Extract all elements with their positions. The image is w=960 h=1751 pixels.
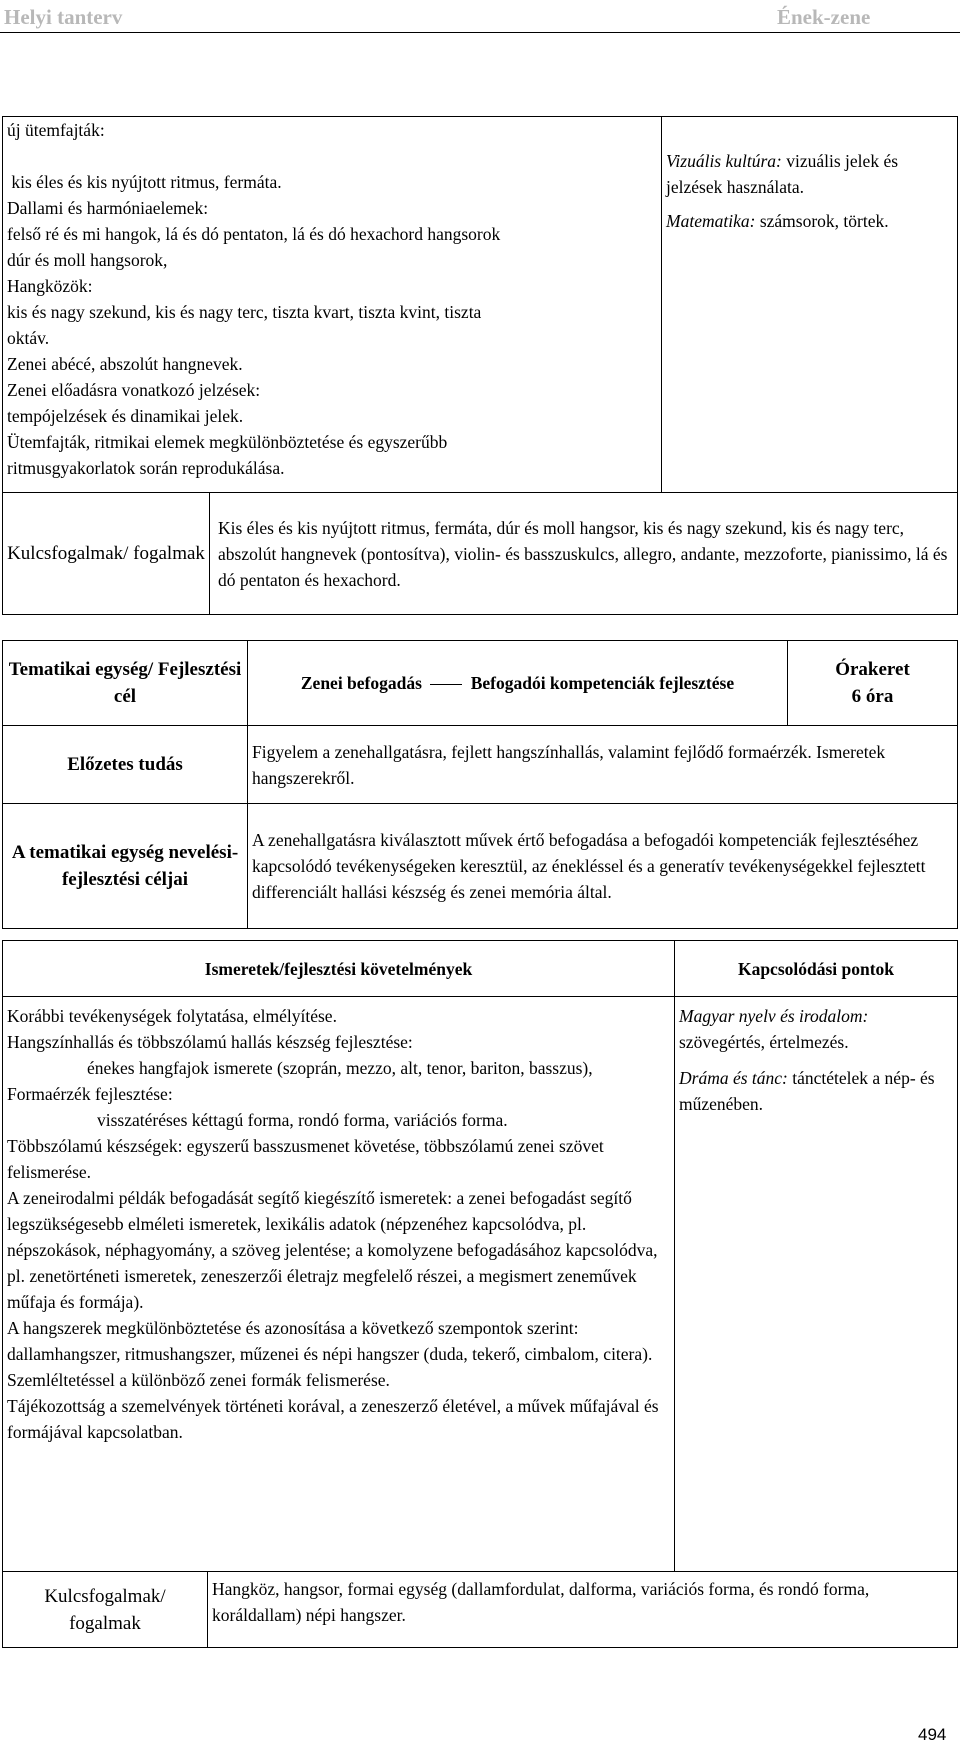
req-line: Zenei előadásra vonatkozó jelzések: (7, 380, 261, 400)
unit-label: Tematikai egység/ Fejlesztési cél (3, 641, 248, 726)
goals-text: A zenehallgatásra kiválasztott művek értő befogadása a befogadói kompetenciák fejlesztéséhez kapcsolódó tevékenységeken keresztül, az énekléssel és a generatív tevékenységekkel fejlesztett differenciált hallási készség és zenei memória által. (248, 804, 958, 929)
req-line: ritmusgyakorlatok során reprodukálása. (7, 458, 285, 478)
req-line: kis és nagy szekund, kis és nagy terc, tiszta kvart, tiszta kvint, tiszta (7, 302, 482, 322)
page-number: 494 (918, 1725, 947, 1744)
key-concepts-label: Kulcsfogalmak/ fogalmak (3, 493, 210, 615)
prior-knowledge-text: Figyelem a zenehallgatásra, fejlett hangszínhallás, valamint fejlődő formaérzék. Ismeretek hangszerekről. (248, 726, 958, 804)
req-line: Hangszínhallás és többszólamú hallás készség fejlesztése: (7, 1032, 413, 1052)
req-line: Zenei abécé, abszolút hangnevek. (7, 354, 243, 374)
req-line: új ütemfajták: (7, 120, 105, 140)
link-text: tánctételek a nép- és műzenében. (679, 1068, 935, 1114)
req-line: kis éles és kis nyújtott ritmus, fermáta. (7, 172, 282, 192)
running-header (0, 0, 960, 33)
req-line: visszatéréses kéttagú forma, rondó forma, variációs forma. (97, 1110, 508, 1130)
link-drama (679, 1065, 953, 1117)
key-concepts-text: Hangköz, hangsor, formai egység (dallamfordulat, dalforma, variációs forma, és rondó forma, koráldallam) népi hangszer. (208, 1572, 958, 1648)
req-line: Dallami és harmóniaelemek: (7, 198, 209, 218)
link-text: szövegértés, értelmezés. (679, 1032, 849, 1052)
continuation-table (2, 116, 958, 615)
goals-label: A tematikai egység nevelési-fejlesztési céljai (3, 804, 248, 929)
req-line: oktáv. (7, 328, 50, 348)
hours-value: 6 óra (851, 686, 894, 707)
req-line: A zeneirodalmi példák befogadását segítő kiegészítő ismeretek: a zenei befogadást segítő legszükségesebb elméleti ismeretek, lexikális adatok (népzenéhez kapcsolódva, pl. népszokások, néphagyomány, a szöveg jelentése; a komolyzene befogadásához kapcsolódva, pl. zenetörténeti ismeretek, zeneszerzői életrajz megfelelő részei, a megismert zeneművek műfaja és formája). (7, 1188, 658, 1312)
link-label: Dráma és tánc: (679, 1068, 788, 1088)
requirements-cell (3, 997, 675, 1572)
req-line: Hangközök: (7, 276, 93, 296)
header-right: Ének-zene (777, 5, 871, 29)
hours-cell (788, 641, 958, 726)
req-line (7, 143, 657, 169)
requirements-cell (3, 117, 662, 493)
hours-label: Órakeret (835, 659, 910, 680)
header-left: Helyi tanterv (4, 5, 123, 29)
requirements-table (2, 940, 958, 1648)
link-visual (666, 148, 953, 200)
req-line: dúr és moll hangsorok, (7, 250, 168, 270)
req-line: Tájékozottság a szemelvények történeti korával, a zeneszerző életével, a művek műfajával és formájával kapcsolatban. (7, 1396, 659, 1442)
key-concepts-label: Kulcsfogalmak/ fogalmak (3, 1572, 208, 1648)
unit-title: Zenei befogadás (300, 673, 422, 693)
req-line: Többszólamú készségek: egyszerű basszusmenet követése, többszólamú zenei szövet felismerése. (7, 1136, 604, 1182)
req-line: Korábbi tevékenységek folytatása, elmélyítése. (7, 1006, 337, 1026)
req-line: énekes hangfajok ismerete (szoprán, mezzo, alt, tenor, bariton, basszus), (87, 1058, 593, 1078)
req-line: Formaérzék fejlesztése: (7, 1084, 173, 1104)
unit-table (2, 640, 958, 929)
col-header-requirements: Ismeretek/fejlesztési követelmények (3, 941, 675, 997)
requirements-text (7, 117, 657, 481)
unit-subtitle: Befogadói kompetenciák fejlesztése (470, 673, 735, 693)
req-line: felső ré és mi hangok, lá és dó pentaton, lá és dó hexachord hangsorok (7, 224, 501, 244)
req-line: Szemléltetéssel a különböző zenei formák felismerése. (7, 1370, 390, 1390)
dash (430, 684, 462, 685)
link-label: Vizuális kultúra: (666, 151, 782, 171)
req-line: tempójelzések és dinamikai jelek. (7, 406, 244, 426)
col-header-links: Kapcsolódási pontok (675, 941, 958, 997)
link-math (666, 208, 953, 234)
req-line: Ütemfajták, ritmikai elemek megkülönböztetése és egyszerűbb (7, 432, 448, 452)
link-label: Magyar nyelv és irodalom: (679, 1006, 869, 1026)
link-text: számsorok, törtek. (759, 211, 889, 231)
unit-title-cell (248, 641, 788, 726)
link-text: vizuális jelek és jelzések használata. (666, 151, 899, 197)
key-concepts-text: Kis éles és kis nyújtott ritmus, fermáta, dúr és moll hangsor, kis és nagy szekund, kis és nagy terc, abszolút hangnevek (pontosítva), violin- és basszuskulcs, allegro, andante, mezzoforte, pianissimo, lá és dó pentaton és hexachord. (210, 493, 958, 615)
link-label: Matematika: (666, 211, 756, 231)
links-cell (675, 997, 958, 1572)
links-cell (662, 117, 958, 493)
link-hungarian (679, 1003, 953, 1055)
req-line: A hangszerek megkülönböztetése és azonosítása a következő szempontok szerint: dallamhangszer, ritmushangszer, műzenei és népi hangszer (duda, tekerő, cimbalom, citera). (7, 1318, 653, 1364)
prior-knowledge-label: Előzetes tudás (3, 726, 248, 804)
